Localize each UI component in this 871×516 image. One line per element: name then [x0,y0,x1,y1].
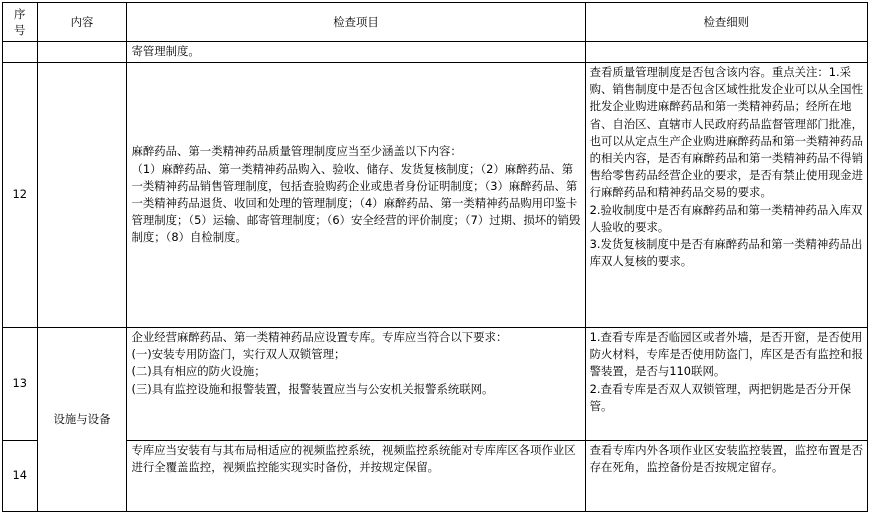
row-detail [585,42,867,63]
detail-line: 查看质量管理制度是否包含该内容。重点关注：1.采购、销售制度中是否包含区域性批发企业可以从全国性批发企业购进麻醉药品和第一类精神药品；经所在地省、自治区、直辖市人民政府药品监督管理部门批准，也可以从定点生产企业购进麻醉药品和第一类精神药品的相关内容，是否有麻醉药品和第一类精神药品不得销售给零售药品经营企业的要求，是否有禁止使用现金进行麻醉药品和精神药品交易的要求。 [589,65,863,200]
row-no: 14 [3,441,38,512]
header-no-char-1: 序 [14,7,26,21]
row-item [127,328,585,441]
header-item: 检查项目 [127,3,585,42]
detail-line: 3.发货复核制度中是否有麻醉药品和第一类精神药品出库双人复核的要求。 [589,237,863,269]
item-line: (一)安装专用防盗门，实行双人双锁管理； [131,347,346,362]
detail-line: 2.验收制度中是否有麻醉药品和第一类精神药品入库双人验收的要求。 [589,202,863,234]
item-line: (三)具有监控设施和报警装置，报警装置应当与公安机关报警系统联网。 [131,381,494,396]
row-no: 13 [3,328,38,441]
table-header-row [3,3,868,42]
row-no: 12 [3,63,38,328]
item-line: （1）麻醉药品、第一类精神药品购入、验收、储存、发货复核制度；（2）麻醉药品、第一类精神药品销售管理制度，包括查验购药企业或患者身份证明制度；（3）麻醉药品、第一类精神药品退货、收回和处理的管理制度；（4）麻醉药品、第一类精神药品购用印鉴卡管理制度；（5）运输、邮寄管理制度；（6）安全经营的评价制度；（7）过期、损坏的销毁制度；（8）自检制度。 [131,161,581,245]
table-row [3,328,868,441]
row-detail [585,441,867,512]
row-content [37,63,127,328]
row-item [127,441,585,512]
detail-line: 1.查看专库是否临园区或者外墙，是否开窗，是否使用防火材料，专库是否使用防盗门，库区是否有监控和报警装置，是否与110联网。 [589,330,863,379]
row-item [127,42,585,63]
header-no-char-2: 号 [14,23,26,37]
detail-line: 2.查看专库是否双人双锁管理，两把钥匙是否分开保管。 [589,381,852,413]
row-no [3,42,38,63]
table-row [3,63,868,328]
row-content [37,42,127,63]
inspection-table [2,2,868,512]
item-line: 企业经营麻醉药品、第一类精神药品应设置专库。专库应当符合以下要求： [131,330,508,344]
header-detail: 检查细则 [585,3,867,42]
detail-line: 查看专库内外各项作业区安装监控装置，监控布置是否存在死角，监控备份是否按规定留存。 [589,443,863,475]
item-line: 专库应当安装有与其布局相适应的视频监控系统，视频监控系统能对专库库区各项作业区进行全覆盖监控，视频监控能实现实时备份，并按规定保留。 [131,443,576,475]
item-line: 麻醉药品、第一类精神药品质量管理制度应当至少涵盖以下内容： [131,144,462,159]
header-content: 内容 [37,3,127,42]
row-item [127,63,585,328]
item-line: (二)具有相应的防火设施； [131,364,266,379]
header-no [3,3,38,42]
table-row [3,42,868,63]
item-line: 寄管理制度。 [131,44,200,58]
row-detail [585,328,867,441]
table-row [3,441,868,512]
row-content: 设施与设备 [37,328,127,512]
row-detail [585,63,867,328]
